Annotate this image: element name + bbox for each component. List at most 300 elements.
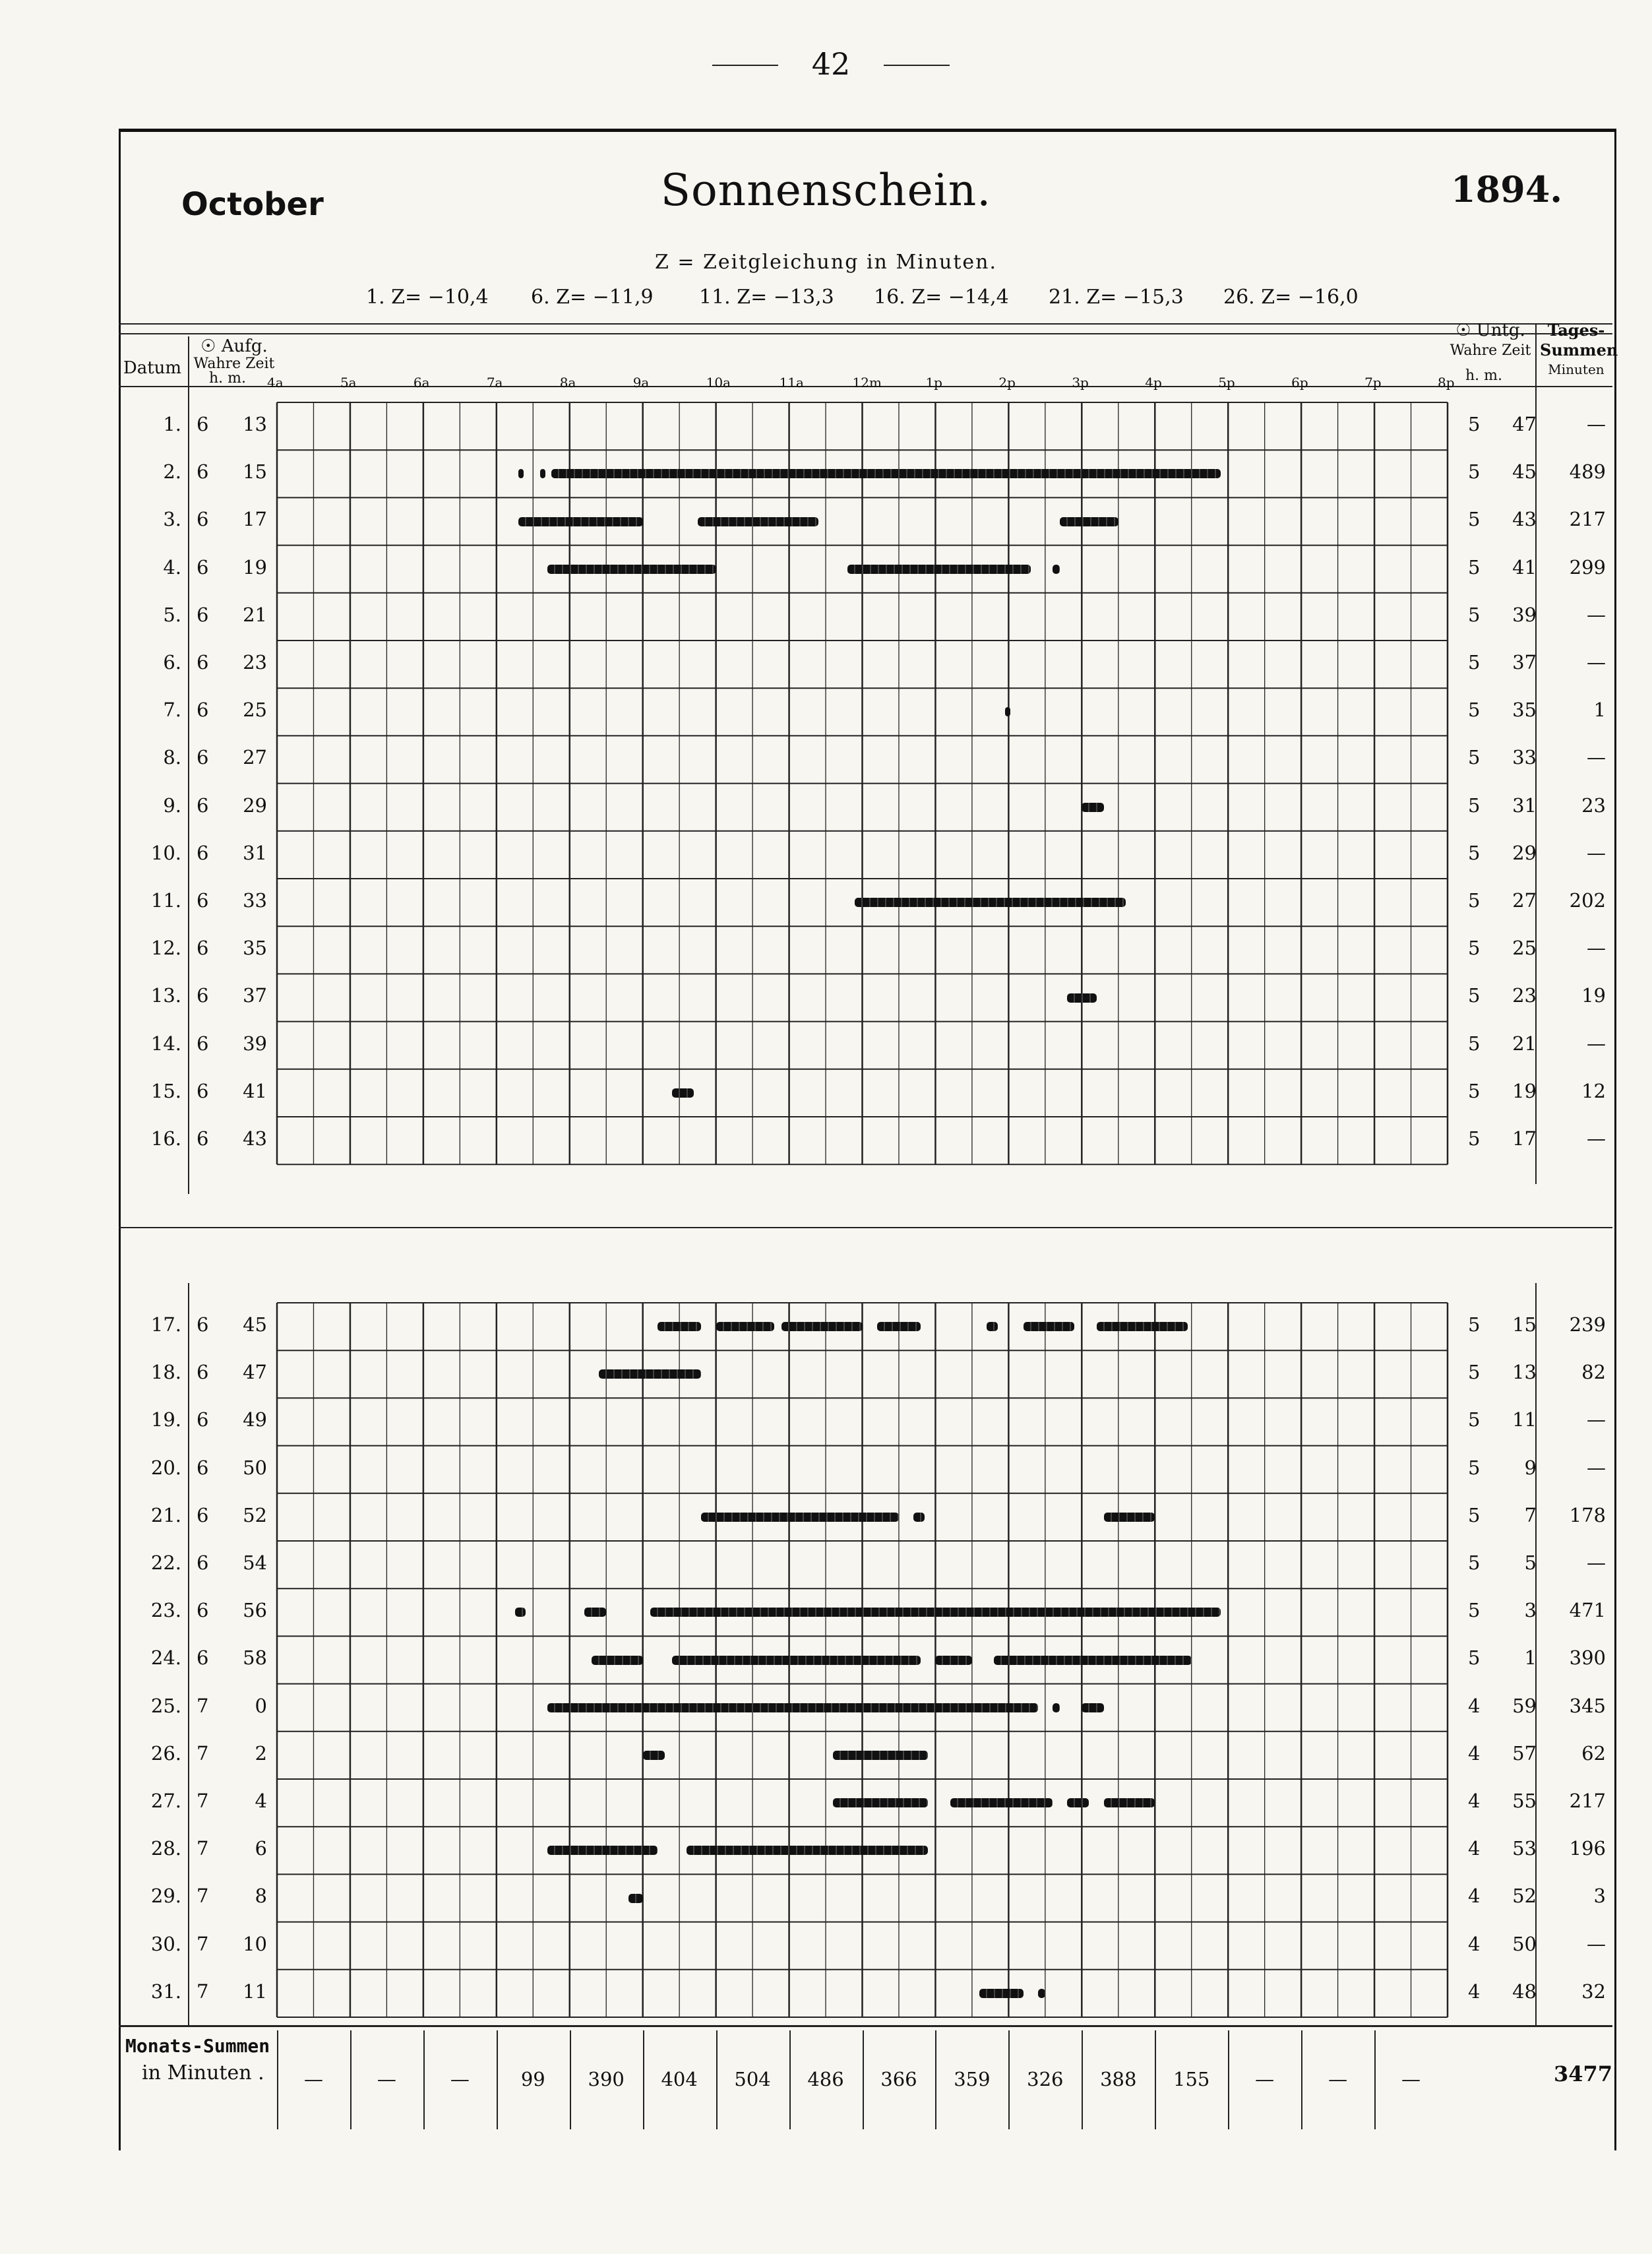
row-set-h: 4 <box>1468 1741 1481 1765</box>
row-total: 345 <box>1569 1694 1606 1717</box>
monthly-hour-value: 390 <box>588 2068 625 2090</box>
row-total: 82 <box>1581 1361 1606 1384</box>
row-total: 390 <box>1569 1646 1606 1670</box>
monthly-col-rule <box>350 2030 352 2129</box>
row-set-h: 5 <box>1468 841 1481 864</box>
row-set-h: 4 <box>1468 1837 1481 1860</box>
row-total: 239 <box>1569 1313 1606 1336</box>
row-rise-h: 6 <box>197 746 209 769</box>
row-rise-m: 41 <box>243 1079 267 1102</box>
row-day: 18. <box>150 1361 181 1384</box>
row-rise-h: 6 <box>197 1408 209 1431</box>
row-set-h: 5 <box>1468 1127 1481 1150</box>
row-rise-h: 6 <box>197 841 209 864</box>
monthly-hour-value: — <box>1401 2068 1421 2090</box>
monthly-hour-value: 99 <box>520 2068 545 2090</box>
hour-label: 12m <box>852 375 882 391</box>
hour-label: 7a <box>486 375 503 391</box>
sunshine-trace <box>979 1989 1024 1998</box>
monthly-total: 3477 <box>1553 2061 1612 2086</box>
row-day: 27. <box>150 1790 181 1812</box>
z-note-16: 16. Z= −14,4 <box>874 286 1009 309</box>
monthly-col-rule <box>1155 2030 1156 2129</box>
sunshine-trace <box>547 565 716 574</box>
row-set-h: 5 <box>1468 1408 1481 1431</box>
row-total: — <box>1587 1456 1606 1479</box>
row-total: 62 <box>1581 1741 1606 1765</box>
sunshine-trace <box>1005 707 1010 716</box>
monthly-hour-value: 504 <box>734 2068 771 2090</box>
row-set-m: 37 <box>1512 651 1537 673</box>
row-set-m: 45 <box>1512 460 1537 484</box>
row-rise-h: 6 <box>197 1456 209 1479</box>
hour-label: 5a <box>340 375 357 391</box>
monthly-hour-value: 155 <box>1173 2068 1210 2090</box>
sunshine-trace <box>855 898 1125 907</box>
col-header-tages: Tages- <box>1547 321 1605 340</box>
row-day: 5. <box>163 603 181 626</box>
row-set-h: 5 <box>1468 1361 1481 1384</box>
monthly-col-rule <box>570 2030 571 2129</box>
row-set-m: 13 <box>1512 1361 1537 1384</box>
row-set-h: 4 <box>1468 1790 1481 1812</box>
equation-of-time-subtitle: Z = Zeitgleichung in Minuten. <box>654 251 998 274</box>
row-set-m: 15 <box>1512 1313 1537 1336</box>
row-rise-h: 6 <box>197 1079 209 1102</box>
monthly-hour-value: 486 <box>807 2068 844 2090</box>
row-rise-m: 8 <box>255 1885 267 1908</box>
sunshine-trace <box>1067 993 1096 1003</box>
row-set-h: 5 <box>1468 1503 1481 1526</box>
row-day: 20. <box>150 1456 181 1479</box>
row-set-m: 43 <box>1512 508 1537 531</box>
row-day: 13. <box>150 984 181 1007</box>
row-set-m: 31 <box>1512 794 1537 817</box>
row-set-h: 5 <box>1468 794 1481 817</box>
row-day: 25. <box>150 1694 181 1717</box>
row-rise-h: 6 <box>197 1032 209 1055</box>
row-day: 7. <box>163 699 181 722</box>
monthly-col-rule <box>1082 2030 1083 2129</box>
monthly-rule <box>119 2025 1612 2027</box>
row-set-m: 5 <box>1524 1551 1537 1574</box>
row-set-m: 53 <box>1512 1837 1537 1860</box>
row-rise-h: 7 <box>197 1694 209 1717</box>
row-rise-m: 6 <box>255 1837 267 1860</box>
row-set-m: 47 <box>1512 413 1537 435</box>
row-rise-m: 0 <box>255 1694 267 1717</box>
hour-label: 8p <box>1438 375 1455 391</box>
row-rise-h: 6 <box>197 794 209 817</box>
row-day: 24. <box>150 1646 181 1670</box>
row-total: 3 <box>1593 1885 1606 1908</box>
row-set-m: 9 <box>1524 1456 1537 1479</box>
row-day: 3. <box>163 508 181 531</box>
row-rise-h: 6 <box>197 889 209 912</box>
row-total: 19 <box>1581 984 1606 1007</box>
monthly-hour-value: — <box>377 2068 396 2090</box>
z-note-21: 21. Z= −15,3 <box>1049 286 1184 309</box>
row-set-h: 4 <box>1468 1694 1481 1717</box>
row-set-h: 5 <box>1468 651 1481 673</box>
month-label: October <box>181 186 324 223</box>
row-rise-m: 56 <box>243 1599 267 1622</box>
row-rise-m: 4 <box>255 1790 267 1812</box>
monthly-col-rule <box>1008 2030 1010 2129</box>
row-total: — <box>1587 841 1606 864</box>
row-set-m: 25 <box>1512 937 1537 960</box>
monthly-hour-value: 404 <box>661 2068 698 2090</box>
row-total: 12 <box>1581 1079 1606 1102</box>
sunshine-trace <box>643 1751 665 1760</box>
row-rise-m: 25 <box>243 699 267 722</box>
row-rise-h: 7 <box>197 1980 209 2003</box>
row-day: 23. <box>150 1599 181 1622</box>
sunshine-trace <box>584 1608 606 1617</box>
sunshine-trace <box>687 1846 928 1855</box>
row-rise-m: 52 <box>243 1503 267 1526</box>
row-rise-m: 19 <box>243 555 267 579</box>
row-set-h: 5 <box>1468 1551 1481 1574</box>
row-rise-h: 6 <box>197 1503 209 1526</box>
row-total: 32 <box>1581 1980 1606 2003</box>
row-set-m: 41 <box>1512 555 1537 579</box>
row-day: 9. <box>163 794 181 817</box>
row-day: 21. <box>150 1503 181 1526</box>
sunshine-trace <box>592 1656 643 1665</box>
sunshine-trace <box>847 565 1030 574</box>
sunshine-trace <box>913 1513 925 1522</box>
monthly-label-line2: in Minuten . <box>142 2061 264 2084</box>
row-set-m: 17 <box>1512 1127 1537 1150</box>
sunshine-trace <box>599 1369 701 1379</box>
row-total: 489 <box>1569 460 1606 484</box>
monthly-hour-value: — <box>303 2068 323 2090</box>
year-label: 1894. <box>1451 168 1563 210</box>
hour-label: 4p <box>1145 375 1162 391</box>
row-set-m: 27 <box>1512 889 1537 912</box>
sunshine-trace <box>1082 1703 1103 1712</box>
sunshine-trace <box>1038 1989 1045 1998</box>
row-set-m: 19 <box>1512 1079 1537 1102</box>
col-header-wahre-zeit-left: Wahre Zeit <box>193 356 275 372</box>
row-rise-h: 6 <box>197 1313 209 1336</box>
sunshine-trace <box>1053 565 1060 574</box>
row-set-h: 5 <box>1468 937 1481 960</box>
row-rise-h: 6 <box>197 508 209 531</box>
row-set-m: 39 <box>1512 603 1537 626</box>
row-day: 29. <box>150 1885 181 1908</box>
sunshine-trace <box>716 1322 775 1331</box>
col-header-datum: Datum <box>123 358 182 378</box>
row-day: 22. <box>150 1551 181 1574</box>
row-day: 10. <box>150 841 181 864</box>
row-rise-m: 58 <box>243 1646 267 1670</box>
sunshine-trace <box>551 469 1221 478</box>
row-rise-m: 29 <box>243 794 267 817</box>
sunshine-trace <box>833 1751 928 1760</box>
sunshine-trace <box>518 469 524 478</box>
row-set-m: 23 <box>1512 984 1537 1007</box>
row-day: 14. <box>150 1032 181 1055</box>
row-rise-h: 6 <box>197 651 209 673</box>
row-set-h: 5 <box>1468 460 1481 484</box>
hour-label: 6p <box>1291 375 1308 391</box>
row-rise-h: 6 <box>197 1646 209 1670</box>
row-rise-h: 7 <box>197 1885 209 1908</box>
sunshine-trace <box>518 517 643 526</box>
row-rise-m: 15 <box>243 460 267 484</box>
row-set-h: 5 <box>1468 413 1481 435</box>
sunshine-trace <box>1104 1513 1155 1522</box>
row-day: 1. <box>163 413 181 435</box>
row-total: — <box>1587 1032 1606 1055</box>
row-total: — <box>1587 1127 1606 1150</box>
sunshine-trace <box>515 1608 526 1617</box>
hour-label: 2p <box>998 375 1016 391</box>
monthly-hour-value: 366 <box>880 2068 917 2090</box>
sunshine-trace <box>701 1513 899 1522</box>
monthly-hour-value: 359 <box>954 2068 991 2090</box>
row-total: 217 <box>1569 508 1606 531</box>
col-header-minuten: Minuten <box>1548 361 1605 377</box>
row-total: — <box>1587 937 1606 960</box>
monthly-col-rule <box>1301 2030 1302 2129</box>
hour-label: 10a <box>706 375 731 391</box>
hour-label: 7p <box>1364 375 1382 391</box>
row-set-h: 5 <box>1468 746 1481 769</box>
z-note-26: 26. Z= −16,0 <box>1223 286 1359 309</box>
row-set-h: 5 <box>1468 508 1481 531</box>
row-rise-m: 31 <box>243 841 267 864</box>
row-day: 16. <box>150 1127 181 1150</box>
monthly-col-rule <box>1374 2030 1376 2129</box>
col-header-summen: Summen <box>1540 340 1618 360</box>
row-day: 6. <box>163 651 181 673</box>
sunshine-trace <box>672 1656 921 1665</box>
hour-label: 11a <box>779 375 804 391</box>
row-rise-h: 6 <box>197 1599 209 1622</box>
sunshine-trace <box>672 1088 694 1098</box>
row-set-h: 5 <box>1468 1646 1481 1670</box>
row-rise-m: 39 <box>243 1032 267 1055</box>
sunshine-trace <box>1104 1798 1155 1807</box>
monthly-hour-value: — <box>1255 2068 1275 2090</box>
row-rise-h: 7 <box>197 1932 209 1955</box>
row-set-h: 5 <box>1468 1032 1481 1055</box>
row-set-h: 5 <box>1468 699 1481 722</box>
row-day: 11. <box>150 889 181 912</box>
row-day: 2. <box>163 460 181 484</box>
row-total: 471 <box>1569 1599 1606 1622</box>
row-rise-m: 17 <box>243 508 267 531</box>
row-rise-h: 7 <box>197 1790 209 1812</box>
sunshine-trace <box>994 1656 1192 1665</box>
monthly-col-rule <box>423 2030 425 2129</box>
row-rise-m: 49 <box>243 1408 267 1431</box>
row-rise-m: 23 <box>243 651 267 673</box>
row-day: 15. <box>150 1079 181 1102</box>
row-total: 23 <box>1581 794 1606 817</box>
monthly-label-line1: Monats-Summen <box>125 2035 270 2057</box>
row-set-m: 7 <box>1524 1503 1537 1526</box>
sunshine-trace <box>1082 803 1103 812</box>
row-rise-h: 6 <box>197 603 209 626</box>
sunshine-trace <box>935 1656 971 1665</box>
monthly-col-rule <box>716 2030 718 2129</box>
row-set-m: 55 <box>1512 1790 1537 1812</box>
row-set-h: 4 <box>1468 1932 1481 1955</box>
row-set-m: 1 <box>1524 1646 1537 1670</box>
row-total: — <box>1587 651 1606 673</box>
sunshine-trace <box>540 469 545 478</box>
page-title: Sonnenschein. <box>660 165 992 216</box>
row-set-h: 5 <box>1468 889 1481 912</box>
sunshine-trace <box>1060 517 1118 526</box>
row-day: 31. <box>150 1980 181 2003</box>
row-day: 30. <box>150 1932 181 1955</box>
sunshine-trace <box>547 1703 1037 1712</box>
sunshine-trace <box>650 1608 1221 1617</box>
monthly-hour-value: — <box>450 2068 470 2090</box>
row-rise-h: 6 <box>197 1127 209 1150</box>
row-set-h: 5 <box>1468 1456 1481 1479</box>
row-rise-m: 43 <box>243 1127 267 1150</box>
sunshine-trace <box>833 1798 928 1807</box>
row-rise-m: 45 <box>243 1313 267 1336</box>
sunshine-trace <box>1067 1798 1089 1807</box>
row-set-h: 5 <box>1468 1313 1481 1336</box>
monthly-hour-value: — <box>1328 2068 1348 2090</box>
row-rise-h: 6 <box>197 937 209 960</box>
row-rise-m: 10 <box>243 1932 267 1955</box>
row-set-m: 52 <box>1512 1885 1537 1908</box>
monthly-col-rule <box>277 2030 278 2129</box>
monthly-col-rule <box>935 2030 936 2129</box>
monthly-col-rule <box>1228 2030 1229 2129</box>
sunshine-trace <box>1097 1322 1188 1331</box>
z-note-6: 6. Z= −11,9 <box>531 286 654 309</box>
row-rise-m: 13 <box>243 413 267 435</box>
monthly-col-rule <box>863 2030 864 2129</box>
monthly-hour-value: 326 <box>1027 2068 1064 2090</box>
sunshine-trace <box>698 517 818 526</box>
hour-label: 5p <box>1218 375 1235 391</box>
row-set-h: 5 <box>1468 1599 1481 1622</box>
row-rise-m: 47 <box>243 1361 267 1384</box>
row-total: 202 <box>1569 889 1606 912</box>
row-set-m: 33 <box>1512 746 1537 769</box>
sunshine-trace <box>877 1322 921 1331</box>
row-total: — <box>1587 1408 1606 1431</box>
row-rise-h: 6 <box>197 413 209 435</box>
row-rise-m: 11 <box>243 1980 267 2003</box>
sunshine-trace <box>1024 1322 1075 1331</box>
row-total: — <box>1587 1551 1606 1574</box>
monthly-hour-value: 388 <box>1100 2068 1137 2090</box>
row-set-m: 3 <box>1524 1599 1537 1622</box>
row-set-m: 21 <box>1512 1032 1537 1055</box>
hour-label: 8a <box>559 375 576 391</box>
row-rise-h: 6 <box>197 555 209 579</box>
row-set-m: 29 <box>1512 841 1537 864</box>
page-number-text: 42 <box>811 46 851 82</box>
row-rise-m: 37 <box>243 984 267 1007</box>
hour-label: 6a <box>413 375 430 391</box>
row-rise-m: 27 <box>243 746 267 769</box>
col-header-wahre-zeit-right: Wahre Zeit <box>1450 342 1531 359</box>
row-rise-m: 21 <box>243 603 267 626</box>
row-day: 28. <box>150 1837 181 1860</box>
row-set-h: 5 <box>1468 1079 1481 1102</box>
row-rise-m: 33 <box>243 889 267 912</box>
row-set-h: 5 <box>1468 603 1481 626</box>
row-set-m: 57 <box>1512 1741 1537 1765</box>
row-rise-m: 54 <box>243 1551 267 1574</box>
row-total: 196 <box>1569 1837 1606 1860</box>
row-rise-h: 7 <box>197 1837 209 1860</box>
row-rise-h: 6 <box>197 699 209 722</box>
row-total: — <box>1587 413 1606 435</box>
row-day: 19. <box>150 1408 181 1431</box>
row-rise-h: 6 <box>197 460 209 484</box>
row-total: 299 <box>1569 555 1606 579</box>
row-day: 4. <box>163 555 181 579</box>
row-set-m: 50 <box>1512 1932 1537 1955</box>
sunshine-trace <box>781 1322 862 1331</box>
sunshine-trace <box>658 1322 702 1331</box>
row-day: 8. <box>163 746 181 769</box>
monthly-col-rule <box>497 2030 498 2129</box>
row-day: 12. <box>150 937 181 960</box>
row-rise-m: 35 <box>243 937 267 960</box>
row-set-h: 5 <box>1468 984 1481 1007</box>
hour-label: 4a <box>267 375 284 391</box>
col-header-untg: ☉ Untg. <box>1455 321 1525 340</box>
col-header-hm-left: h. m. <box>208 370 246 387</box>
row-rise-m: 2 <box>255 1741 267 1765</box>
row-rise-h: 6 <box>197 1551 209 1574</box>
row-set-m: 11 <box>1512 1408 1537 1431</box>
row-rise-h: 6 <box>197 984 209 1007</box>
sunshine-trace <box>987 1322 998 1331</box>
row-total: 1 <box>1593 699 1606 722</box>
row-set-h: 5 <box>1468 555 1481 579</box>
row-total: 217 <box>1569 1790 1606 1812</box>
row-day: 17. <box>150 1313 181 1336</box>
row-total: — <box>1587 1932 1606 1955</box>
sunshine-trace <box>628 1894 643 1903</box>
hour-label: 1p <box>925 375 942 391</box>
row-rise-m: 50 <box>243 1456 267 1479</box>
col-header-hm-right: h. m. <box>1465 367 1502 384</box>
hour-label: 9a <box>632 375 650 391</box>
monthly-col-rule <box>789 2030 791 2129</box>
row-total: — <box>1587 603 1606 626</box>
col-header-aufg: ☉ Aufg. <box>200 336 268 356</box>
row-day: 26. <box>150 1741 181 1765</box>
row-set-h: 4 <box>1468 1885 1481 1908</box>
sunshine-trace <box>1053 1703 1060 1712</box>
sunshine-trace <box>950 1798 1053 1807</box>
row-rise-h: 6 <box>197 1361 209 1384</box>
row-rise-h: 7 <box>197 1741 209 1765</box>
row-set-m: 59 <box>1512 1694 1537 1717</box>
z-note-11: 11. Z= −13,3 <box>699 286 834 309</box>
row-set-m: 35 <box>1512 699 1537 722</box>
sunshine-trace <box>547 1846 657 1855</box>
monthly-col-rule <box>643 2030 644 2129</box>
